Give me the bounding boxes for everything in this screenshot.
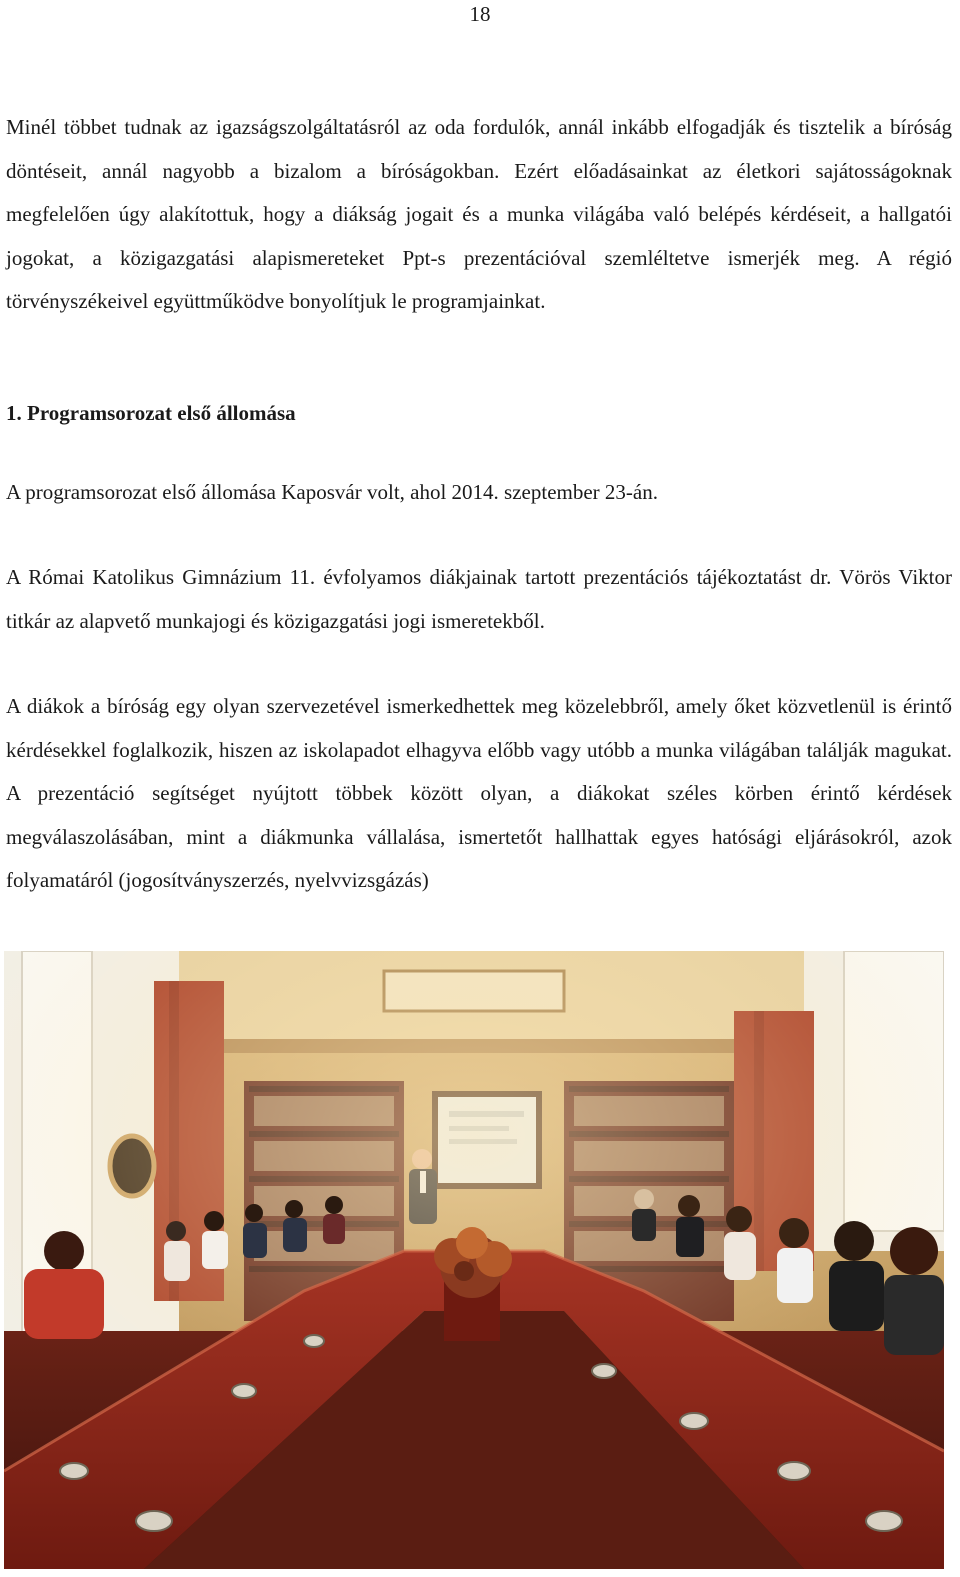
page-number: 18 bbox=[469, 2, 491, 26]
location-paragraph: A programsorozat első állomása Kaposvár volt, ahol 2014. szeptember 23-án. bbox=[6, 480, 658, 504]
presentation-paragraph: A Római Katolikus Gimnázium 11. évfolyamos diákjainak tartott prezentációs tájékoztatást dr. Vörös Viktor titkár az alapvető munkajogi és közigazgatási jogi ismeretekből. bbox=[6, 565, 952, 633]
intro-paragraph: Minél többet tudnak az igazságszolgáltatásról az oda fordulók, annál inkább elfogadják és tisztelik a bíróság döntéseit, annál nagyobb a bizalom a bíróságokban. Ezért előadásainkat az életkori sajátosságoknak megfelelően úgy alakítottuk, hogy a diákság jogait és a munka világába való belépés kérdéseit, a hallgatói jogokat, a közigazgatási alapismereteket Ppt-s prezentációval szemléltetve ismerjék meg. A régió törvényszékeivel együttműködve bonyolítjuk le programjainkat. bbox=[6, 115, 952, 313]
section-heading: 1. Programsorozat első állomása bbox=[6, 401, 296, 425]
classroom-photo-illustration bbox=[4, 951, 944, 1569]
students-paragraph: A diákok a bíróság egy olyan szervezetével ismerkedhettek meg közelebbről, amely őket közvetlenül is érintő kérdésekkel foglalkozik, hiszen az iskolapadot elhagyva előbb vagy utóbb a munka világában találják magukat. A prezentáció segítséget nyújtott többek között olyan, a diákokat széles körben érintő kérdések megválaszolásában, mint a diákmunka vállalása, ismertetőt hallhattak egyes hatósági eljárásokról, azok folyamatáról (jogosítványszerzés, nyelvvizsgázás) bbox=[6, 694, 952, 892]
classroom-photo bbox=[4, 951, 944, 1569]
